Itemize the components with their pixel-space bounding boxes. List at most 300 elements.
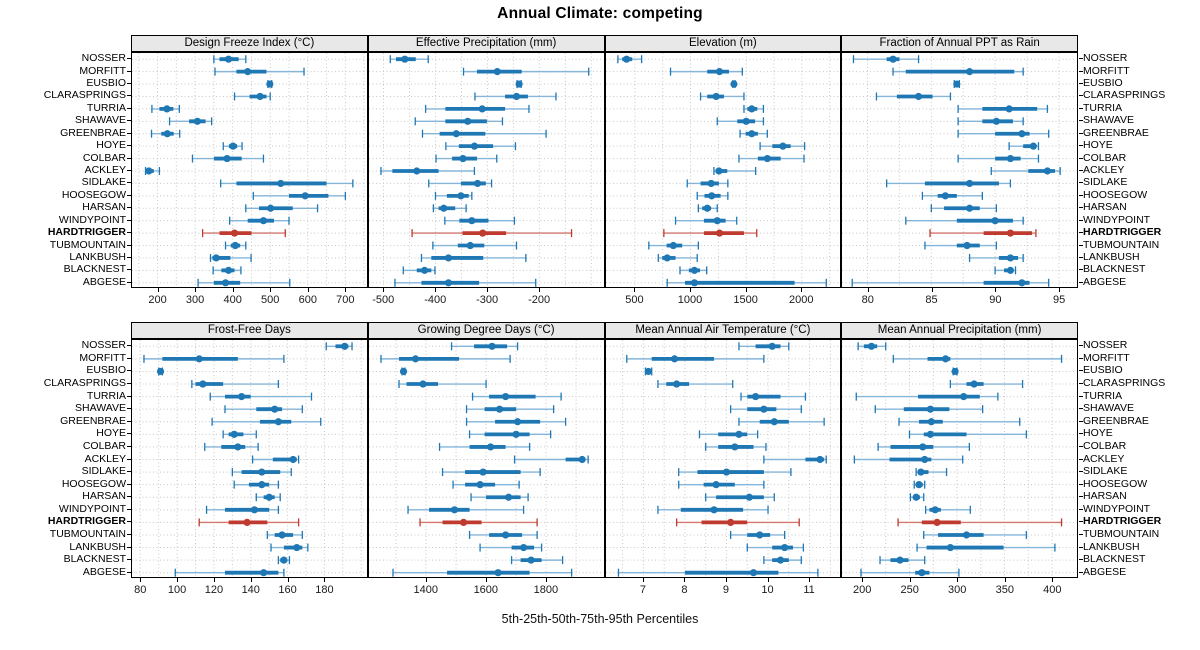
y-axis-tick xyxy=(1079,408,1083,409)
station-label-left: ABGESE xyxy=(82,275,126,288)
station-label-right: GREENBRAE xyxy=(1083,414,1149,427)
median-dot xyxy=(460,519,467,526)
median-dot xyxy=(419,380,426,387)
x-axis-tick-label: 11 xyxy=(803,584,815,596)
median-dot xyxy=(223,155,230,162)
station-label-right: EUSBIO xyxy=(1083,364,1123,377)
panel xyxy=(841,339,1078,578)
y-axis-tick xyxy=(1079,220,1083,221)
x-axis-tick-label: 1000 xyxy=(677,294,703,306)
y-axis-tick xyxy=(1079,534,1083,535)
x-axis-tick-label: 180 xyxy=(315,584,334,596)
y-axis-tick xyxy=(1079,484,1083,485)
median-dot xyxy=(966,180,973,187)
median-dot xyxy=(1007,267,1014,274)
median-dot xyxy=(302,192,309,199)
x-axis-tick-label: 600 xyxy=(298,294,317,306)
station-label-left: EUSBIO xyxy=(86,364,126,377)
median-dot xyxy=(928,418,935,425)
station-label-left: GREENBRAE xyxy=(60,126,126,139)
station-label-right: HARSAN xyxy=(1083,201,1127,214)
median-dot xyxy=(488,343,495,350)
x-axis-tick xyxy=(324,578,325,582)
x-axis-tick-label: 8 xyxy=(681,584,688,596)
median-dot xyxy=(731,443,738,450)
panel-strip: Frost-Free Days xyxy=(131,322,368,339)
station-label-left: LANKBUSH xyxy=(69,540,126,553)
x-axis-tick-label: 400 xyxy=(223,294,242,306)
station-label-right: CLARASPRINGS xyxy=(1083,89,1166,102)
y-axis-tick xyxy=(1079,358,1083,359)
x-axis-tick xyxy=(308,288,309,292)
median-dot xyxy=(748,130,755,137)
x-axis-tick-label: 400 xyxy=(1043,584,1062,596)
station-label-left: ACKLEY xyxy=(84,452,126,465)
median-dot xyxy=(258,481,265,488)
station-label-left: WINDYPOINT xyxy=(58,213,126,226)
median-dot xyxy=(464,118,471,125)
y-axis-tick xyxy=(1079,108,1083,109)
median-dot xyxy=(727,519,734,526)
x-axis-tick-label: 200 xyxy=(853,584,872,596)
panel xyxy=(605,339,842,578)
median-dot xyxy=(194,118,201,125)
y-axis-tick xyxy=(1079,133,1083,134)
median-dot xyxy=(1019,130,1026,137)
x-axis-tick xyxy=(233,288,234,292)
median-dot xyxy=(260,569,267,576)
median-dot xyxy=(445,279,452,286)
median-dot xyxy=(776,557,783,564)
median-dot xyxy=(751,393,758,400)
median-dot xyxy=(1006,105,1013,112)
median-dot xyxy=(781,544,788,551)
x-axis-tick-label: 1600 xyxy=(473,584,499,596)
station-label-right: HOOSEGOW xyxy=(1083,188,1148,201)
station-label-left: COLBAR xyxy=(82,151,126,164)
station-label-right: TURRIA xyxy=(1083,389,1123,402)
median-dot xyxy=(213,254,220,261)
panel-canvas xyxy=(842,53,1077,287)
x-axis-tick-label: 9 xyxy=(722,584,730,596)
median-dot xyxy=(749,569,756,576)
median-dot xyxy=(960,393,967,400)
station-label-left: WINDYPOINT xyxy=(58,502,126,515)
y-axis-tick xyxy=(1079,120,1083,121)
x-axis-tick xyxy=(487,288,488,292)
x-axis-tick xyxy=(383,288,384,292)
median-dot xyxy=(942,355,949,362)
x-axis-tick xyxy=(726,578,727,582)
y-axis-tick xyxy=(1079,182,1083,183)
station-label-left: ACKLEY xyxy=(84,164,126,176)
x-axis-tick-label: 160 xyxy=(278,584,297,596)
station-label-right: ABGESE xyxy=(1083,565,1127,578)
station-label-right: ACKLEY xyxy=(1083,452,1125,465)
station-label-right: EUSBIO xyxy=(1083,77,1123,90)
y-axis-tick xyxy=(1079,145,1083,146)
median-dot xyxy=(290,456,297,463)
median-dot xyxy=(266,80,273,87)
figure-title: Annual Climate: competing xyxy=(497,5,703,22)
panel-strip: Mean Annual Precipitation (mm) xyxy=(841,322,1078,339)
median-dot xyxy=(196,355,203,362)
median-dot xyxy=(622,56,629,63)
panel-canvas xyxy=(132,340,367,577)
panel-strip: Elevation (m) xyxy=(605,35,842,52)
median-dot xyxy=(157,368,164,375)
median-dot xyxy=(1007,155,1014,162)
station-label-right: TURRIA xyxy=(1083,101,1123,114)
station-label-left: HARDTRIGGER xyxy=(47,515,126,528)
station-label-left: EUSBIO xyxy=(86,77,126,90)
station-label-right: HOOSEGOW xyxy=(1083,477,1148,490)
x-axis-tick-label: 100 xyxy=(167,584,187,596)
median-dot xyxy=(244,68,251,75)
x-axis-tick-label: 300 xyxy=(948,584,967,596)
median-dot xyxy=(934,519,941,526)
median-dot xyxy=(669,242,676,249)
station-label-left: HOYE xyxy=(96,427,126,440)
x-axis-tick xyxy=(684,578,685,582)
station-label-left: TUBMOUNTAIN xyxy=(49,238,126,251)
y-axis-tick xyxy=(1079,269,1083,270)
median-dot xyxy=(502,531,509,538)
median-dot xyxy=(474,180,481,187)
median-dot xyxy=(1030,143,1037,150)
station-label-right: BLACKNEST xyxy=(1083,263,1146,276)
x-axis-tick xyxy=(1052,578,1053,582)
median-dot xyxy=(451,506,458,513)
median-dot xyxy=(730,80,737,87)
y-axis-tick xyxy=(1079,396,1083,397)
station-label-right: GREENBRAE xyxy=(1083,126,1149,139)
station-label-right: WINDYPOINT xyxy=(1083,213,1151,226)
y-axis-tick xyxy=(1079,433,1083,434)
panel-strip: Design Freeze Index (°C) xyxy=(131,35,368,52)
median-dot xyxy=(690,267,697,274)
median-dot xyxy=(953,80,960,87)
y-axis-tick xyxy=(1079,207,1083,208)
station-label-left: TURRIA xyxy=(86,101,126,114)
median-dot xyxy=(243,519,250,526)
station-label-left: SHAWAVE xyxy=(75,402,126,415)
station-label-right: SIDLAKE xyxy=(1083,176,1128,189)
median-dot xyxy=(478,105,485,112)
station-label-right: NOSSER xyxy=(1083,52,1128,65)
x-axis-tick-label: 7 xyxy=(639,584,646,596)
station-label-right: MORFITT xyxy=(1083,64,1130,77)
median-dot xyxy=(266,494,273,501)
median-dot xyxy=(992,217,999,224)
station-label-left: SIDLAKE xyxy=(81,176,126,189)
x-axis-tick xyxy=(746,288,747,292)
median-dot xyxy=(452,130,459,137)
median-dot xyxy=(199,380,206,387)
median-dot xyxy=(225,267,232,274)
station-label-left: CLARASPRINGS xyxy=(43,89,126,102)
station-label-left: HARSAN xyxy=(82,490,126,503)
station-label-right: HOYE xyxy=(1083,427,1113,440)
median-dot xyxy=(921,456,928,463)
median-dot xyxy=(927,406,934,413)
station-label-left: NOSSER xyxy=(81,339,126,352)
x-axis-tick-label: 500 xyxy=(261,294,280,306)
station-label-left: ABGESE xyxy=(82,565,126,578)
y-axis-tick xyxy=(1079,170,1083,171)
median-dot xyxy=(673,380,680,387)
median-dot xyxy=(466,242,473,249)
x-axis-tick xyxy=(195,288,196,292)
x-axis-tick xyxy=(910,578,911,582)
median-dot xyxy=(413,167,420,174)
station-label-right: BLACKNEST xyxy=(1083,553,1146,566)
station-label-left: TUBMOUNTAIN xyxy=(49,527,126,540)
station-label-right: LANKBUSH xyxy=(1083,540,1140,553)
median-dot xyxy=(479,468,486,475)
x-axis-tick xyxy=(251,578,252,582)
y-axis-tick xyxy=(1079,345,1083,346)
median-dot xyxy=(722,468,729,475)
median-dot xyxy=(459,155,466,162)
station-label-right: TUBMOUNTAIN xyxy=(1083,527,1160,540)
panel-canvas xyxy=(369,340,604,577)
x-axis-tick xyxy=(435,288,436,292)
median-dot xyxy=(479,230,486,237)
x-axis-tick xyxy=(486,578,487,582)
median-dot xyxy=(966,205,973,212)
median-dot xyxy=(918,468,925,475)
panel-canvas xyxy=(369,53,604,287)
median-dot xyxy=(502,393,509,400)
panel-strip: Effective Precipitation (mm) xyxy=(368,35,605,52)
x-axis-tick-label: -400 xyxy=(424,294,447,306)
median-dot xyxy=(770,418,777,425)
station-label-right: HARSAN xyxy=(1083,490,1127,503)
y-axis-tick xyxy=(1079,245,1083,246)
station-label-left: MORFITT xyxy=(79,351,126,364)
y-axis-tick xyxy=(1079,95,1083,96)
x-axis-tick-label: 250 xyxy=(900,584,919,596)
station-label-right: SHAWAVE xyxy=(1083,402,1134,415)
median-dot xyxy=(271,406,278,413)
median-dot xyxy=(515,80,522,87)
x-axis-tick-label: 500 xyxy=(625,294,644,306)
median-dot xyxy=(690,279,697,286)
x-axis-tick-label: 300 xyxy=(185,294,205,306)
x-axis-tick xyxy=(862,578,863,582)
median-dot xyxy=(1044,167,1051,174)
station-label-right: LANKBUSH xyxy=(1083,250,1140,263)
median-dot xyxy=(401,56,408,63)
median-dot xyxy=(916,481,923,488)
station-label-right: SHAWAVE xyxy=(1083,114,1134,127)
y-axis-tick xyxy=(1079,83,1083,84)
x-axis-tick-label: 85 xyxy=(925,294,938,306)
station-label-left: HARSAN xyxy=(82,201,126,214)
median-dot xyxy=(768,343,775,350)
median-dot xyxy=(713,217,720,224)
median-dot xyxy=(966,68,973,75)
y-axis-tick xyxy=(1079,282,1083,283)
panel xyxy=(368,339,605,578)
x-axis-tick-label: 350 xyxy=(995,584,1014,596)
x-axis-tick xyxy=(546,578,547,582)
median-dot xyxy=(748,105,755,112)
panel xyxy=(605,52,842,288)
x-axis-tick xyxy=(270,288,271,292)
median-dot xyxy=(756,531,763,538)
station-label-right: COLBAR xyxy=(1083,151,1127,164)
median-dot xyxy=(919,443,926,450)
station-label-left: HARDTRIGGER xyxy=(47,226,126,239)
station-label-right: ABGESE xyxy=(1083,275,1127,288)
x-axis-tick-label: 90 xyxy=(989,294,1002,306)
x-axis-tick xyxy=(690,288,691,292)
panel xyxy=(131,339,368,578)
x-axis-tick xyxy=(768,578,769,582)
x-axis-tick-label: 1800 xyxy=(533,584,559,596)
median-dot xyxy=(708,192,715,199)
median-dot xyxy=(234,443,241,450)
station-label-left: GREENBRAE xyxy=(60,414,126,427)
y-axis-tick xyxy=(1079,383,1083,384)
station-label-left: TURRIA xyxy=(86,389,126,402)
median-dot xyxy=(238,393,245,400)
median-dot xyxy=(468,217,475,224)
panel xyxy=(131,52,368,288)
y-axis-tick xyxy=(1079,471,1083,472)
y-axis-tick xyxy=(1079,232,1083,233)
x-axis-tick xyxy=(539,288,540,292)
median-dot xyxy=(913,494,920,501)
median-dot xyxy=(496,406,503,413)
median-dot xyxy=(932,506,939,513)
x-axis-tick xyxy=(288,578,289,582)
y-axis-tick xyxy=(1079,572,1083,573)
x-axis-tick xyxy=(426,578,427,582)
x-axis-tick-label: 1500 xyxy=(733,294,758,306)
median-dot xyxy=(514,418,521,425)
y-axis-tick xyxy=(1079,446,1083,447)
median-dot xyxy=(493,68,500,75)
median-dot xyxy=(225,56,232,63)
station-label-right: HARDTRIGGER xyxy=(1083,515,1162,528)
panel-strip: Mean Annual Air Temperature (°C) xyxy=(605,322,842,339)
x-axis-tick-label: 120 xyxy=(204,584,224,596)
median-dot xyxy=(1007,230,1014,237)
station-label-right: HOYE xyxy=(1083,139,1113,152)
x-axis-tick xyxy=(643,578,644,582)
median-dot xyxy=(275,418,282,425)
median-dot xyxy=(710,506,717,513)
median-dot xyxy=(745,494,752,501)
x-axis-tick-label: 80 xyxy=(861,294,874,306)
median-dot xyxy=(145,167,152,174)
median-dot xyxy=(231,431,238,438)
x-axis-tick-label: 200 xyxy=(148,294,167,306)
panel-strip: Growing Degree Days (°C) xyxy=(368,322,605,339)
y-axis-tick xyxy=(1079,459,1083,460)
figure-caption: 5th-25th-50th-75th-95th Percentiles xyxy=(501,612,699,626)
median-dot xyxy=(703,205,710,212)
median-dot xyxy=(715,167,722,174)
station-label-left: CLARASPRINGS xyxy=(43,377,126,390)
station-label-left: HOOSEGOW xyxy=(61,477,126,490)
median-dot xyxy=(1019,279,1026,286)
y-axis-tick xyxy=(1079,257,1083,258)
x-axis-tick xyxy=(809,578,810,582)
y-axis-tick xyxy=(1079,71,1083,72)
median-dot xyxy=(964,242,971,249)
y-axis-tick xyxy=(1079,195,1083,196)
median-dot xyxy=(971,380,978,387)
y-axis-tick xyxy=(1079,559,1083,560)
median-dot xyxy=(260,217,267,224)
panel-strip: Fraction of Annual PPT as Rain xyxy=(841,35,1078,52)
panel-canvas xyxy=(132,53,367,287)
median-dot xyxy=(715,230,722,237)
median-dot xyxy=(278,531,285,538)
panel xyxy=(841,52,1078,288)
median-dot xyxy=(400,368,407,375)
station-label-left: HOOSEGOW xyxy=(61,188,126,201)
station-label-left: SIDLAKE xyxy=(81,465,126,478)
y-axis-tick xyxy=(1079,521,1083,522)
x-axis-tick xyxy=(868,288,869,292)
station-label-left: BLACKNEST xyxy=(63,263,126,276)
x-axis-tick-label: 95 xyxy=(1053,294,1066,306)
median-dot xyxy=(280,557,287,564)
median-dot xyxy=(341,343,348,350)
x-axis-tick-label: -500 xyxy=(372,294,395,306)
x-axis-tick xyxy=(214,578,215,582)
median-dot xyxy=(742,118,749,125)
panel xyxy=(368,52,605,288)
median-dot xyxy=(993,118,1000,125)
median-dot xyxy=(231,230,238,237)
median-dot xyxy=(1007,254,1014,261)
station-label-right: ACKLEY xyxy=(1083,164,1125,176)
median-dot xyxy=(663,254,670,261)
station-label-right: COLBAR xyxy=(1083,439,1127,452)
median-dot xyxy=(578,456,585,463)
median-dot xyxy=(735,431,742,438)
y-axis-tick xyxy=(1079,509,1083,510)
median-dot xyxy=(947,544,954,551)
x-axis-tick xyxy=(345,288,346,292)
x-axis-tick-label: 10 xyxy=(761,584,774,596)
panel-canvas xyxy=(842,340,1077,577)
median-dot xyxy=(258,468,265,475)
median-dot xyxy=(890,56,897,63)
x-axis-tick-label: 140 xyxy=(241,584,260,596)
station-label-right: NOSSER xyxy=(1083,339,1128,352)
station-label-left: COLBAR xyxy=(82,439,126,452)
median-dot xyxy=(267,205,274,212)
x-axis-tick-label: 1400 xyxy=(413,584,439,596)
median-dot xyxy=(293,544,300,551)
median-dot xyxy=(715,68,722,75)
x-axis-tick-label: -300 xyxy=(476,294,499,306)
median-dot xyxy=(487,443,494,450)
median-dot xyxy=(412,355,419,362)
median-dot xyxy=(760,406,767,413)
median-dot xyxy=(527,557,534,564)
x-axis-tick-label: -200 xyxy=(528,294,551,306)
median-dot xyxy=(918,569,925,576)
median-dot xyxy=(229,143,236,150)
